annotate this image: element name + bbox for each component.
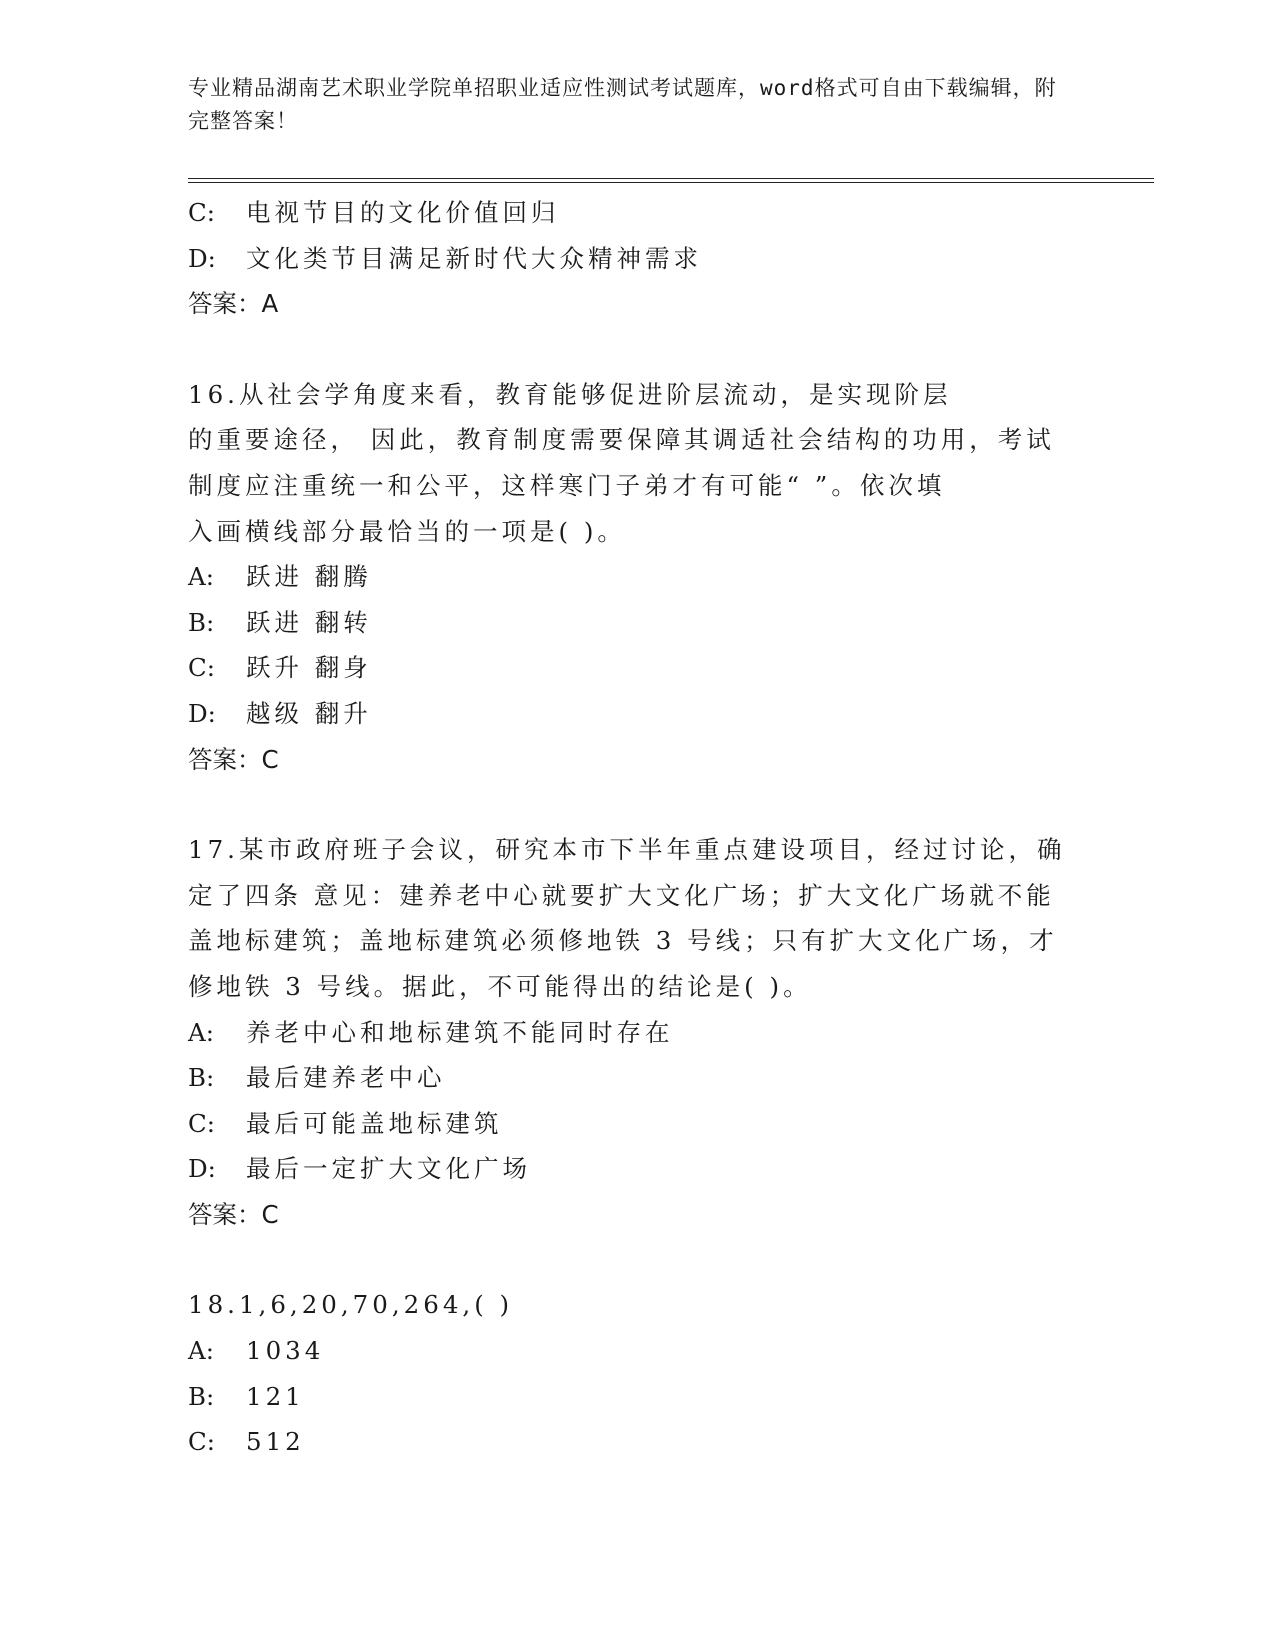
option-letter: C: — [188, 1108, 216, 1138]
option-text: 跃进 翻腾 — [246, 562, 372, 592]
option-letter: B: — [188, 607, 215, 637]
option-line — [188, 1101, 1088, 1147]
answer-line — [188, 1192, 1088, 1238]
question-stem-line: 入画横线部分最恰当的一项是( )。 — [188, 516, 626, 546]
question-stem-line: 的重要途径， 因此，教育制度需要保障其调适社会结构的功用，考试 — [188, 425, 1055, 455]
answer-value: C — [261, 744, 279, 774]
option-line — [188, 691, 1088, 737]
document-body — [188, 190, 1088, 1465]
option-letter: B: — [188, 1381, 215, 1411]
page-header: 专业精品湖南艺术职业学院单招职业适应性测试考试题库，word格式可自由下载编辑，附完整答案！ — [188, 76, 1057, 133]
option-letter: D: — [188, 243, 216, 273]
option-line — [188, 236, 1088, 282]
question-stem-line: 制度应注重统一和公平，这样寒门子弟才有可能“ ”。依次填 — [188, 470, 946, 500]
option-letter: D: — [188, 698, 216, 728]
answer-value: C — [261, 1199, 279, 1229]
option-text: 最后可能盖地标建筑 — [246, 1108, 503, 1138]
question-block-15-continued — [188, 190, 1088, 327]
option-letter: C: — [188, 1427, 216, 1457]
answer-value: A — [261, 289, 279, 319]
option-text: 越级 翻升 — [246, 698, 372, 728]
header-divider — [188, 178, 1154, 183]
answer-label: 答案： — [188, 289, 262, 319]
option-letter: A: — [188, 562, 214, 592]
option-text: 电视节目的文化价值回归 — [246, 198, 560, 227]
option-text: 养老中心和地标建筑不能同时存在 — [246, 1017, 674, 1047]
question-stem-line: 盖地标建筑；盖地标建筑必须修地铁 3 号线；只有扩大文化广场，才 — [188, 926, 1058, 956]
answer-line — [188, 281, 1088, 327]
option-text: 121 — [246, 1381, 305, 1411]
option-line — [188, 600, 1088, 646]
option-text: 跃升 翻身 — [246, 653, 372, 683]
question-stem-line: 18.1,6,20,70,264,( ) — [188, 1290, 514, 1320]
option-line — [188, 1146, 1088, 1192]
option-letter: C: — [188, 653, 216, 683]
option-line — [188, 1328, 1088, 1374]
option-text: 512 — [246, 1427, 305, 1457]
option-line — [188, 645, 1088, 691]
option-letter: B: — [188, 1063, 215, 1093]
option-line — [188, 554, 1088, 600]
option-text: 1034 — [246, 1336, 325, 1366]
option-line — [188, 1055, 1088, 1101]
option-line — [188, 1374, 1088, 1420]
option-text: 最后建养老中心 — [246, 1063, 446, 1093]
question-stem-line: 定了四条 意见：建养老中心就要扩大文化广场；扩大文化广场就不能 — [188, 880, 1055, 910]
option-letter: C: — [188, 198, 216, 227]
question-block-17 — [188, 827, 1088, 1237]
answer-label: 答案： — [188, 744, 262, 774]
answer-line — [188, 737, 1088, 783]
question-stem-line: 17.某市政府班子会议，研究本市下半年重点建设项目，经过讨论，确 — [188, 835, 1066, 865]
option-text: 跃进 翻转 — [246, 607, 372, 637]
option-letter: D: — [188, 1154, 216, 1184]
question-block-18 — [188, 1282, 1088, 1464]
option-line — [188, 1419, 1088, 1465]
question-stem-line: 修地铁 3 号线。据此，不可能得出的结论是( )。 — [188, 971, 812, 1001]
answer-label: 答案： — [188, 1199, 262, 1229]
option-line — [188, 1010, 1088, 1056]
question-block-16 — [188, 372, 1088, 782]
option-line — [188, 190, 1088, 236]
question-stem-line: 16.从社会学角度来看，教育能够促进阶层流动，是实现阶层 — [188, 379, 952, 409]
option-text: 文化类节目满足新时代大众精神需求 — [246, 243, 702, 273]
option-text: 最后一定扩大文化广场 — [246, 1154, 531, 1184]
option-letter: A: — [188, 1017, 214, 1047]
option-letter: A: — [188, 1336, 214, 1366]
